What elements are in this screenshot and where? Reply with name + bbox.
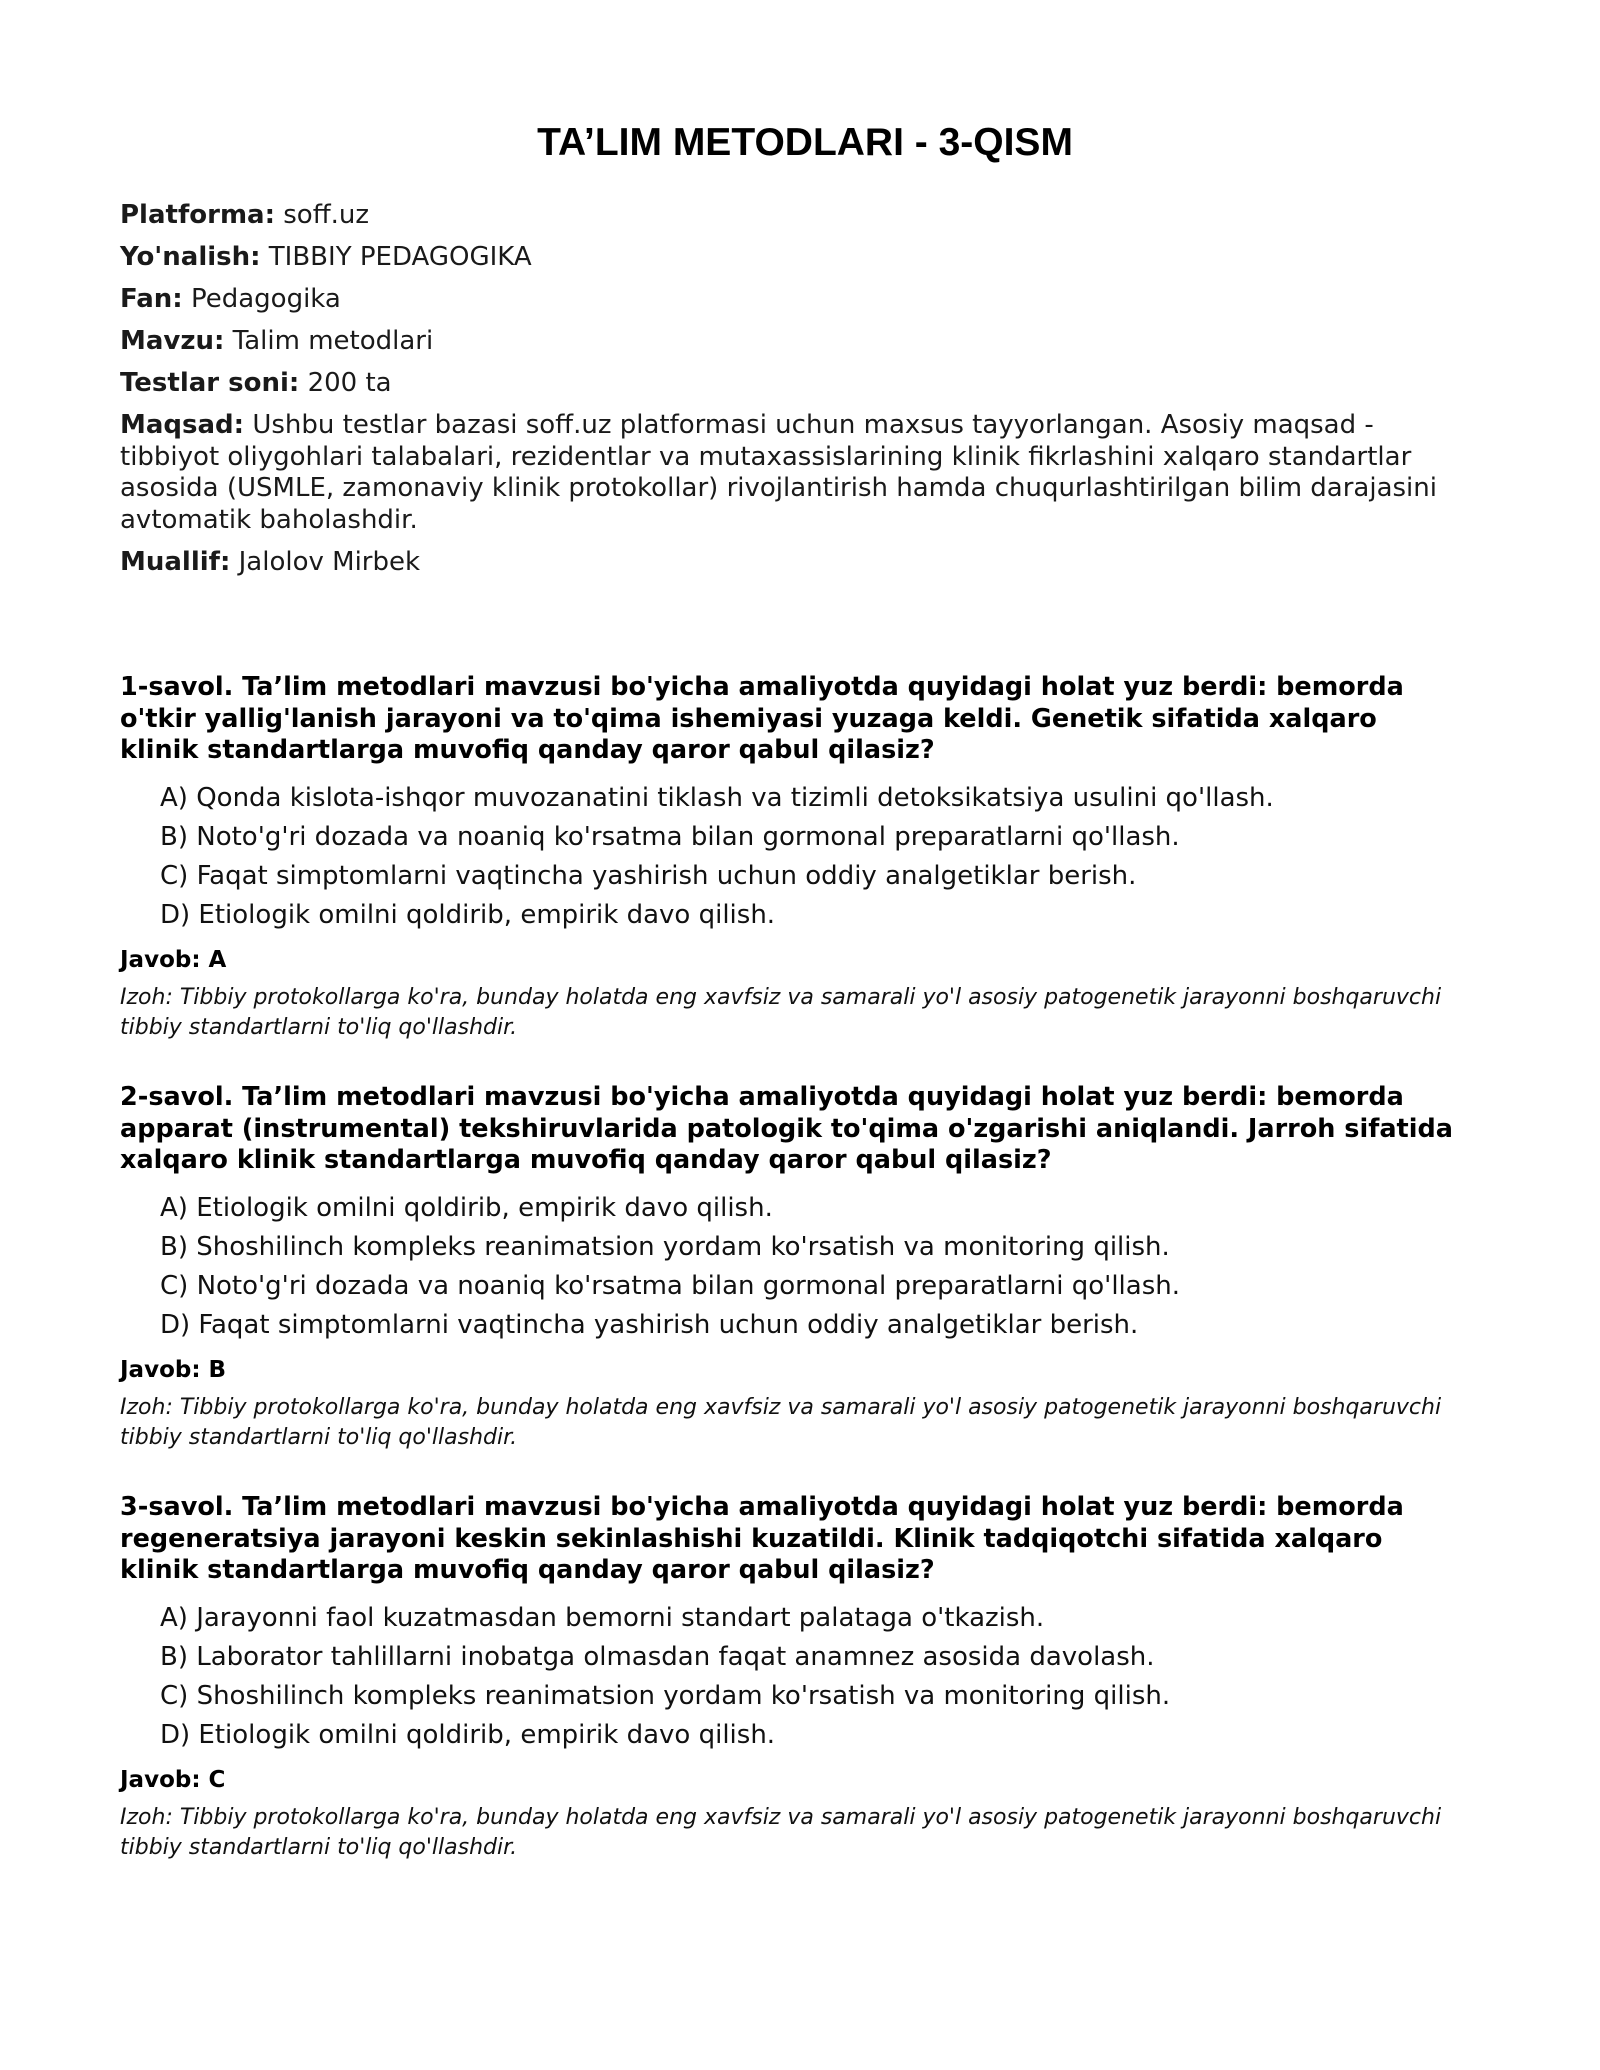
meta-key: Muallif: <box>120 547 231 577</box>
answer-options <box>120 779 1460 935</box>
meta-topic <box>120 326 1460 357</box>
meta-value: 200 ta <box>307 368 392 398</box>
option-c: C) Noto'g'ri dozada va noaniq ko'rsatma bilan gormonal preparatlarni qo'llash. <box>160 1270 1180 1301</box>
explanation-text: Izoh: Tibbiy protokollarga ko'ra, bunday holatda eng xavfsiz va samarali yo'l asosiy patogenetik jarayonni boshqaruvchi tibbiy standartlarni to'liq qo'llashdir. <box>120 984 1442 1040</box>
meta-value: soff.uz <box>283 200 370 230</box>
question-3 <box>120 1492 1460 1902</box>
meta-key: Maqsad: <box>120 410 245 440</box>
meta-value: Talim metodlari <box>232 326 434 356</box>
answer-label: Javob: C <box>120 1766 226 1793</box>
meta-key: Testlar soni: <box>120 368 300 398</box>
question-title: 1-savol. Ta’lim metodlari mavzusi bo'yicha amaliyotda quyidagi holat yuz berdi: bemorda o'tkir yallig'lanish jarayoni va to'qima ishemiyasi yuzaga keldi. Genetik sifatida xalqaro klinik standartlarga muvofiq qanday qaror qabul qilasiz? <box>120 672 1404 765</box>
meta-value: TIBBIY PEDAGOGIKA <box>268 242 532 272</box>
answer-options <box>120 1189 1460 1345</box>
option-c: C) Faqat simptomlarni vaqtincha yashirish uchun oddiy analgetiklar berish. <box>160 860 1137 891</box>
meta-platform <box>120 200 1460 231</box>
option-b: B) Shoshilinch kompleks reanimatsion yordam ko'rsatish va monitoring qilish. <box>160 1231 1170 1262</box>
meta-value: Jalolov Mirbek <box>238 547 421 577</box>
meta-purpose <box>120 410 1460 536</box>
question-title: 2-savol. Ta’lim metodlari mavzusi bo'yicha amaliyotda quyidagi holat yuz berdi: bemorda apparat (instrumental) tekshiruvlarida patologik to'qima o'zgarishi aniqlandi. Jarroh sifatida xalqaro klinik standartlarga muvofiq qanday qaror qabul qilasiz? <box>120 1082 1453 1175</box>
meta-direction <box>120 242 1460 273</box>
explanation-text: Izoh: Tibbiy protokollarga ko'ra, bunday holatda eng xavfsiz va samarali yo'l asosiy patogenetik jarayonni boshqaruvchi tibbiy standartlarni to'liq qo'llashdir. <box>120 1394 1442 1450</box>
meta-subject <box>120 284 1460 315</box>
option-d: D) Etiologik omilni qoldirib, empirik davo qilish. <box>160 1719 776 1750</box>
answer-options <box>120 1599 1460 1755</box>
meta-value: Pedagogika <box>190 284 341 314</box>
meta-value: Ushbu testlar bazasi soff.uz platformasi uchun maxsus tayyorlangan. Asosiy maqsad - tibbiyot oliygohlari talabalari, rezidentlar va mutaxassislarining klinik fikrlashini xalqaro standartlar asosida (USMLE, zamonaviy klinik protokollar) rivojlantirish hamda chuqurlashtirilgan bilim darajasini avtomatik baholashdir. <box>120 410 1437 535</box>
document-title: TA’LIM METODLARI - 3-QISM <box>537 121 1073 164</box>
meta-key: Platforma: <box>120 200 275 230</box>
option-b: B) Noto'g'ri dozada va noaniq ko'rsatma bilan gormonal preparatlarni qo'llash. <box>160 821 1180 852</box>
meta-key: Yo'nalish: <box>120 242 261 272</box>
meta-author <box>120 547 1460 578</box>
meta-test-count <box>120 368 1460 399</box>
option-a: A) Etiologik omilni qoldirib, empirik davo qilish. <box>160 1192 773 1223</box>
meta-key: Mavzu: <box>120 326 225 356</box>
option-c: C) Shoshilinch kompleks reanimatsion yordam ko'rsatish va monitoring qilish. <box>160 1680 1171 1711</box>
option-d: D) Faqat simptomlarni vaqtincha yashirish uchun oddiy analgetiklar berish. <box>160 1309 1139 1340</box>
meta-key: Fan: <box>120 284 183 314</box>
answer-label: Javob: A <box>120 946 227 973</box>
option-a: A) Jarayonni faol kuzatmasdan bemorni standart palataga o'tkazish. <box>160 1602 1045 1633</box>
option-b: B) Laborator tahlillarni inobatga olmasdan faqat anamnez asosida davolash. <box>160 1641 1155 1672</box>
option-a: A) Qonda kislota-ishqor muvozanatini tiklash va tizimli detoksikatsiya usulini qo'llash. <box>160 782 1274 813</box>
question-2 <box>120 1082 1460 1492</box>
question-title: 3-savol. Ta’lim metodlari mavzusi bo'yicha amaliyotda quyidagi holat yuz berdi: bemorda regeneratsiya jarayoni keskin sekinlashishi kuzatildi. Klinik tadqiqotchi sifatida xalqaro klinik standartlarga muvofiq qanday qaror qabul qilasiz? <box>120 1492 1404 1585</box>
option-d: D) Etiologik omilni qoldirib, empirik davo qilish. <box>160 899 776 930</box>
question-list <box>120 672 1460 1902</box>
document-metadata <box>120 200 1460 589</box>
question-1 <box>120 672 1460 1082</box>
explanation-text: Izoh: Tibbiy protokollarga ko'ra, bunday holatda eng xavfsiz va samarali yo'l asosiy patogenetik jarayonni boshqaruvchi tibbiy standartlarni to'liq qo'llashdir. <box>120 1804 1442 1860</box>
answer-label: Javob: B <box>120 1356 227 1383</box>
